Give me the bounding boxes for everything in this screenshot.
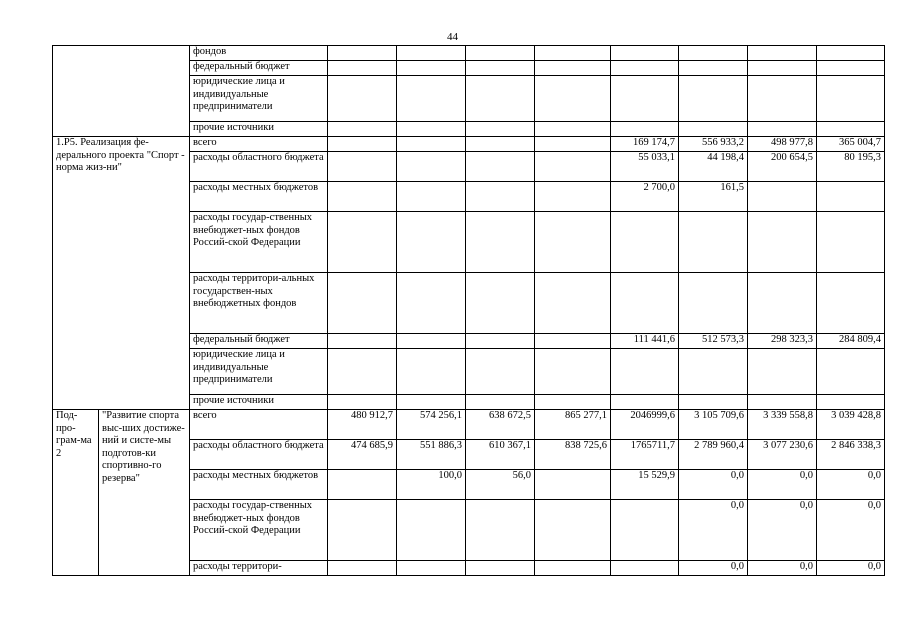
value-cell bbox=[817, 182, 885, 212]
source-cell: юридические лица и индивидуальные предприниматели bbox=[190, 76, 328, 122]
value-cell bbox=[817, 273, 885, 334]
value-cell bbox=[611, 212, 679, 273]
value-cell bbox=[679, 273, 748, 334]
table-row bbox=[53, 137, 885, 152]
value-cell bbox=[397, 137, 466, 152]
value-cell bbox=[535, 61, 611, 76]
value-cell bbox=[328, 500, 397, 561]
value-cell bbox=[328, 182, 397, 212]
value-cell: 200 654,5 bbox=[748, 152, 817, 182]
source-cell: расходы территори- bbox=[190, 561, 328, 576]
value-cell: 56,0 bbox=[466, 470, 535, 500]
value-cell bbox=[328, 122, 397, 137]
source-cell: фондов bbox=[190, 46, 328, 61]
value-cell bbox=[611, 46, 679, 61]
value-cell: 55 033,1 bbox=[611, 152, 679, 182]
value-cell: 0,0 bbox=[817, 561, 885, 576]
value-cell bbox=[466, 152, 535, 182]
value-cell: 0,0 bbox=[679, 470, 748, 500]
value-cell: 0,0 bbox=[748, 500, 817, 561]
value-cell bbox=[397, 500, 466, 561]
value-cell bbox=[535, 152, 611, 182]
value-cell bbox=[611, 61, 679, 76]
value-cell: 298 323,3 bbox=[748, 334, 817, 349]
source-cell: расходы государ-ственных внебюджет-ных фондов Россий-ской Федерации bbox=[190, 500, 328, 561]
value-cell: 865 277,1 bbox=[535, 410, 611, 440]
value-cell bbox=[328, 561, 397, 576]
value-cell: 474 685,9 bbox=[328, 440, 397, 470]
value-cell bbox=[328, 395, 397, 410]
value-cell: 161,5 bbox=[679, 182, 748, 212]
value-cell: 3 339 558,8 bbox=[748, 410, 817, 440]
value-cell bbox=[535, 334, 611, 349]
value-cell bbox=[748, 61, 817, 76]
value-cell bbox=[817, 61, 885, 76]
value-cell: 3 105 709,6 bbox=[679, 410, 748, 440]
budget-table bbox=[52, 45, 885, 576]
source-cell: федеральный бюджет bbox=[190, 334, 328, 349]
value-cell bbox=[679, 212, 748, 273]
source-cell: расходы государ-ственных внебюджет-ных фондов Россий-ской Федерации bbox=[190, 212, 328, 273]
value-cell bbox=[397, 61, 466, 76]
value-cell bbox=[466, 334, 535, 349]
value-cell bbox=[328, 46, 397, 61]
value-cell bbox=[397, 561, 466, 576]
value-cell bbox=[535, 470, 611, 500]
value-cell bbox=[611, 349, 679, 395]
value-cell bbox=[817, 76, 885, 122]
value-cell bbox=[611, 500, 679, 561]
value-cell bbox=[397, 349, 466, 395]
value-cell bbox=[679, 349, 748, 395]
value-cell: 1765711,7 bbox=[611, 440, 679, 470]
value-cell bbox=[397, 395, 466, 410]
value-cell bbox=[466, 61, 535, 76]
source-cell: расходы областного бюджета bbox=[190, 440, 328, 470]
value-cell: 551 886,3 bbox=[397, 440, 466, 470]
value-cell bbox=[535, 561, 611, 576]
value-cell bbox=[611, 76, 679, 122]
value-cell bbox=[679, 122, 748, 137]
value-cell: 574 256,1 bbox=[397, 410, 466, 440]
value-cell: 610 367,1 bbox=[466, 440, 535, 470]
value-cell: 3 077 230,6 bbox=[748, 440, 817, 470]
value-cell bbox=[535, 46, 611, 61]
value-cell bbox=[748, 182, 817, 212]
value-cell bbox=[466, 76, 535, 122]
value-cell bbox=[748, 46, 817, 61]
source-cell: всего bbox=[190, 410, 328, 440]
value-cell: 111 441,6 bbox=[611, 334, 679, 349]
value-cell bbox=[535, 137, 611, 152]
value-cell bbox=[328, 470, 397, 500]
value-cell: 2046999,6 bbox=[611, 410, 679, 440]
value-cell bbox=[466, 395, 535, 410]
value-cell bbox=[397, 46, 466, 61]
page-number: 44 bbox=[447, 31, 458, 43]
value-cell bbox=[679, 76, 748, 122]
value-cell bbox=[748, 122, 817, 137]
table-row bbox=[53, 46, 885, 61]
value-cell bbox=[397, 76, 466, 122]
value-cell bbox=[535, 182, 611, 212]
value-cell bbox=[466, 46, 535, 61]
value-cell: 44 198,4 bbox=[679, 152, 748, 182]
value-cell bbox=[817, 395, 885, 410]
value-cell bbox=[817, 46, 885, 61]
value-cell bbox=[611, 273, 679, 334]
value-cell bbox=[748, 76, 817, 122]
value-cell bbox=[611, 561, 679, 576]
value-cell bbox=[748, 212, 817, 273]
value-cell: 498 977,8 bbox=[748, 137, 817, 152]
value-cell: 284 809,4 bbox=[817, 334, 885, 349]
value-cell bbox=[679, 46, 748, 61]
source-cell: юридические лица и индивидуальные предприниматели bbox=[190, 349, 328, 395]
value-cell: 0,0 bbox=[748, 561, 817, 576]
value-cell bbox=[535, 395, 611, 410]
value-cell bbox=[535, 273, 611, 334]
value-cell: 100,0 bbox=[397, 470, 466, 500]
subprogram-name-cell: "Развитие спорта выс-ших достиже-ний и систе-мы подготов-ки спортивно-го резерва" bbox=[99, 410, 190, 576]
value-cell bbox=[466, 212, 535, 273]
value-cell: 0,0 bbox=[679, 500, 748, 561]
value-cell bbox=[397, 334, 466, 349]
value-cell bbox=[466, 561, 535, 576]
value-cell bbox=[748, 273, 817, 334]
value-cell bbox=[466, 500, 535, 561]
value-cell bbox=[466, 122, 535, 137]
value-cell: 80 195,3 bbox=[817, 152, 885, 182]
value-cell: 480 912,7 bbox=[328, 410, 397, 440]
value-cell bbox=[397, 122, 466, 137]
value-cell bbox=[679, 395, 748, 410]
value-cell: 3 039 428,8 bbox=[817, 410, 885, 440]
value-cell: 15 529,9 bbox=[611, 470, 679, 500]
value-cell bbox=[328, 349, 397, 395]
program-name-cell bbox=[53, 46, 190, 137]
value-cell: 2 700,0 bbox=[611, 182, 679, 212]
value-cell bbox=[817, 212, 885, 273]
value-cell bbox=[817, 122, 885, 137]
source-cell: прочие источники bbox=[190, 122, 328, 137]
source-cell: расходы территори-альных государствен-ных внебюджетных фондов bbox=[190, 273, 328, 334]
source-cell: расходы областного бюджета bbox=[190, 152, 328, 182]
value-cell: 2 789 960,4 bbox=[679, 440, 748, 470]
value-cell bbox=[466, 137, 535, 152]
value-cell bbox=[748, 349, 817, 395]
project-name-cell: 1.Р5. Реализация фе-дерального проекта "Спорт - норма жиз-ни" bbox=[53, 137, 190, 410]
value-cell bbox=[328, 137, 397, 152]
source-cell: всего bbox=[190, 137, 328, 152]
value-cell: 838 725,6 bbox=[535, 440, 611, 470]
value-cell bbox=[748, 395, 817, 410]
value-cell bbox=[679, 61, 748, 76]
source-cell: прочие источники bbox=[190, 395, 328, 410]
value-cell bbox=[397, 212, 466, 273]
value-cell: 0,0 bbox=[679, 561, 748, 576]
value-cell bbox=[466, 182, 535, 212]
value-cell bbox=[328, 152, 397, 182]
value-cell bbox=[466, 349, 535, 395]
value-cell bbox=[328, 334, 397, 349]
value-cell bbox=[611, 122, 679, 137]
value-cell bbox=[535, 349, 611, 395]
value-cell bbox=[397, 152, 466, 182]
source-cell: федеральный бюджет bbox=[190, 61, 328, 76]
value-cell: 512 573,3 bbox=[679, 334, 748, 349]
value-cell bbox=[328, 273, 397, 334]
value-cell: 365 004,7 bbox=[817, 137, 885, 152]
value-cell bbox=[535, 76, 611, 122]
value-cell: 169 174,7 bbox=[611, 137, 679, 152]
value-cell bbox=[397, 182, 466, 212]
source-cell: расходы местных бюджетов bbox=[190, 470, 328, 500]
value-cell bbox=[328, 61, 397, 76]
value-cell: 638 672,5 bbox=[466, 410, 535, 440]
value-cell bbox=[535, 500, 611, 561]
value-cell bbox=[397, 273, 466, 334]
value-cell: 0,0 bbox=[817, 500, 885, 561]
value-cell bbox=[466, 273, 535, 334]
value-cell: 0,0 bbox=[817, 470, 885, 500]
value-cell bbox=[535, 212, 611, 273]
value-cell bbox=[328, 212, 397, 273]
source-cell: расходы местных бюджетов bbox=[190, 182, 328, 212]
value-cell bbox=[535, 122, 611, 137]
value-cell: 0,0 bbox=[748, 470, 817, 500]
subprogram-label-cell: Под-про-грам-ма 2 bbox=[53, 410, 99, 576]
value-cell: 556 933,2 bbox=[679, 137, 748, 152]
table-row bbox=[53, 410, 885, 440]
value-cell bbox=[817, 349, 885, 395]
value-cell: 2 846 338,3 bbox=[817, 440, 885, 470]
value-cell bbox=[328, 76, 397, 122]
value-cell bbox=[611, 395, 679, 410]
